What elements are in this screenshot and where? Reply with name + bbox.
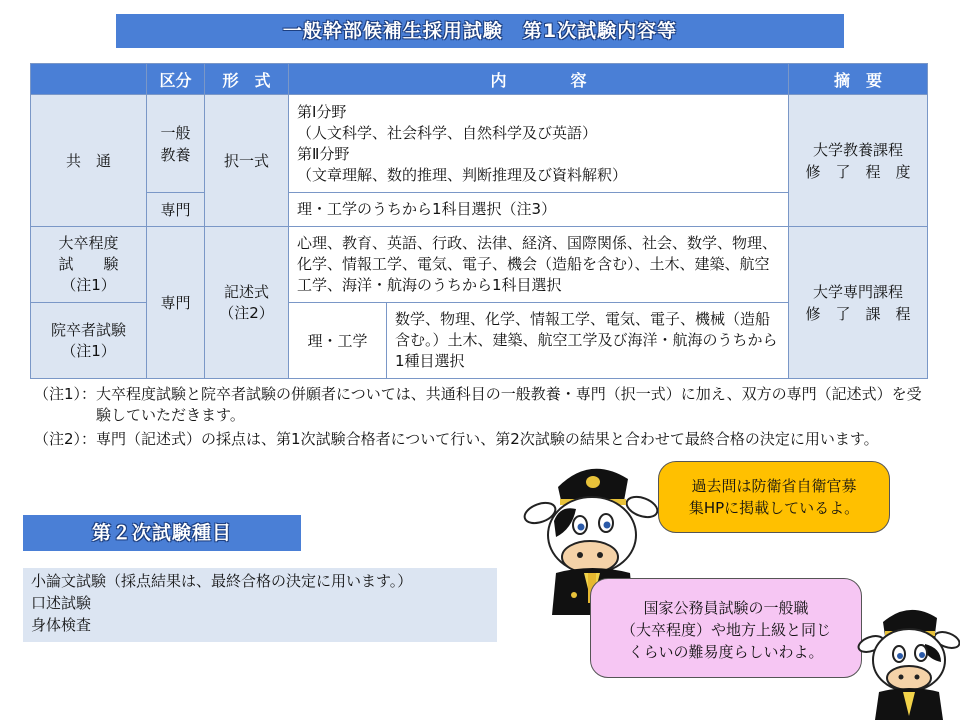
graduate-sub-label: 理・工学	[307, 332, 368, 350]
speech-bubble-2	[590, 578, 862, 678]
content-line: 第Ⅰ分野	[297, 102, 347, 121]
note-2	[34, 429, 934, 450]
list-item: 身体検査	[31, 616, 92, 634]
section2-title: 第２次試験種目	[23, 515, 301, 551]
cell-special-content	[289, 193, 789, 227]
university-label: 大卒程度 試 験 （注1）	[58, 234, 119, 294]
graduate-label: 院卒者試験 （注1）	[50, 320, 126, 360]
cow-mascot-female-icon	[855, 600, 960, 720]
list-item: 小論文試験（採点結果は、最終合格の決定に用います。）	[31, 572, 413, 590]
cell-common-content	[289, 95, 789, 193]
format-select: 択一式	[223, 152, 269, 170]
cell-university	[31, 227, 147, 303]
graduate-content: 数学、物理、化学、情報工学、電気、電子、機械（造船含む。）土木、建築、航空工学及び海洋・航海のうちから1種目選択	[395, 310, 778, 370]
cell-graduate-sub	[289, 303, 387, 379]
page-title: 一般幹部候補生採用試験 第1次試験内容等	[116, 14, 844, 48]
cell-written-special	[147, 227, 205, 379]
cell-university-content	[289, 227, 789, 303]
header-remark: 摘 要	[789, 64, 928, 95]
list-item: 口述試験	[31, 594, 92, 612]
university-content: 心理、教育、英語、行政、法律、経済、国際関係、社会、数学、物理、化学、情報工学、電気、電子、機会（造船を含む）、土木、建築、航空工学、海洋・航海のうちから1科目選択	[297, 234, 778, 294]
table-row	[31, 227, 928, 303]
content-line: （文章理解、数的推理、判断推理及び資料解釈）	[297, 165, 628, 184]
header-content: 内 容	[289, 64, 789, 95]
written-special-label: 専門	[160, 294, 191, 312]
special-label: 専門	[160, 201, 191, 219]
cell-graduate	[31, 303, 147, 379]
cell-remark-special	[789, 227, 928, 379]
note-label: （注2）：	[34, 430, 97, 448]
note-text: 大卒程度試験と院卒者試験の併願者については、共通科目の一般教養・専門（択一式）に加え、双方の専門（記述式）を受験していただきます。	[96, 385, 922, 424]
cell-format-select	[205, 95, 289, 227]
format-written: 記述式 （注2）	[219, 282, 274, 322]
note-1	[34, 384, 934, 426]
notes	[34, 384, 934, 453]
section2-list	[23, 568, 497, 642]
speech-bubble-1	[658, 461, 890, 533]
remark-general: 大学教養課程 修 了 程 度	[805, 140, 911, 181]
cell-graduate-content	[387, 303, 789, 379]
header-blank	[31, 64, 147, 95]
header-category: 区分	[147, 64, 205, 95]
remark-special: 大学専門課程 修 了 課 程	[805, 282, 911, 323]
special-content: 理・工学のうちから1科目選択（注3）	[297, 200, 557, 218]
bubble-text: 過去問は防衛省自衛官募 集HPに掲載しているよ。	[688, 477, 860, 517]
cell-remark-general	[789, 95, 928, 227]
content-line: （人文科学、社会科学、自然科学及び英語）	[297, 123, 598, 142]
exam-table	[30, 63, 928, 379]
cell-common	[31, 95, 147, 227]
bubble-text: 国家公務員試験の一般職 （大卒程度）や地方上級と同じ くらいの難易度らしいわよ。	[620, 599, 831, 661]
common-label: 共 通	[65, 152, 111, 170]
note-text: 専門（記述式）の採点は、第1次試験合格者について行い、第2次試験の結果と合わせて最終合格の決定に用います。	[96, 430, 879, 448]
note-label: （注1）：	[34, 385, 97, 403]
header-format: 形 式	[205, 64, 289, 95]
cell-general	[147, 95, 205, 193]
table-row	[31, 95, 928, 193]
table-header-row	[31, 64, 928, 95]
cell-special	[147, 193, 205, 227]
general-label: 一般教養	[160, 123, 191, 164]
content-line: 第Ⅱ分野	[297, 144, 350, 163]
cell-format-written	[205, 227, 289, 379]
